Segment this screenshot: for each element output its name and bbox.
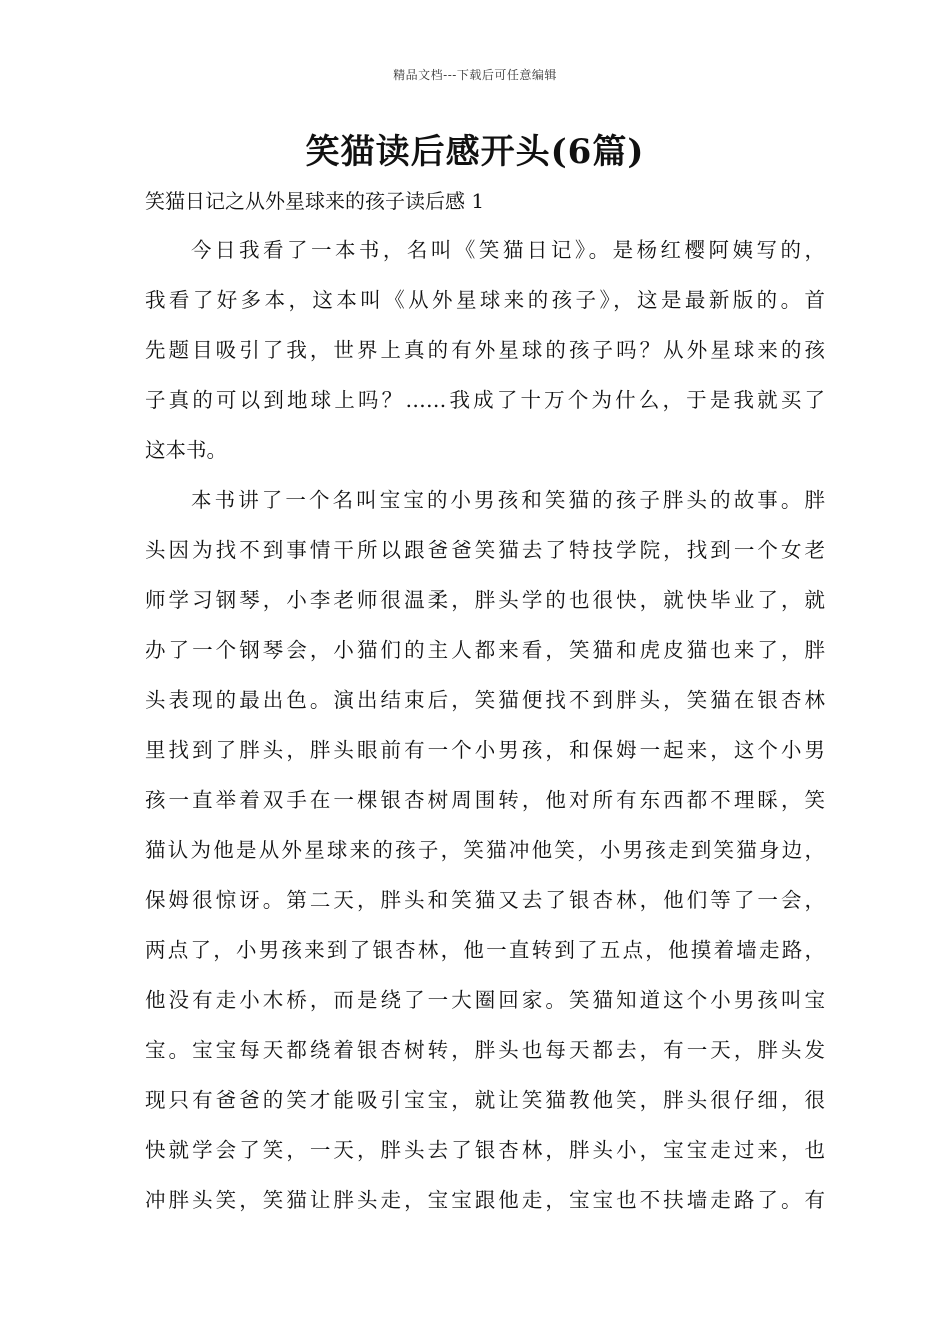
paragraph-line: 孩一直举着双手在一棵银杏树周围转，他对所有东西都不理睬，笑 — [145, 788, 825, 812]
paragraph-line: 快就学会了笑，一天，胖头去了银杏林，胖头小，宝宝走过来，也 — [145, 1138, 825, 1162]
paragraph-line: 本书讲了一个名叫宝宝的小男孩和笑猫的孩子胖头的故事。胖 — [191, 488, 825, 512]
paragraph-line: 保姆很惊讶。第二天，胖头和笑猫又去了银杏林，他们等了一会， — [145, 888, 825, 912]
page-title: 笑猫读后感开头(6篇) — [305, 132, 645, 172]
paragraph-line: 子真的可以到地球上吗？……我成了十万个为什么，于是我就买了 — [145, 388, 825, 412]
paragraph-line: 今日我看了一本书，名叫《笑猫日记》。是杨红樱阿姨写的， — [191, 238, 825, 262]
header-note: 精品文档---下载后可任意编辑 — [393, 68, 557, 82]
paragraph-line: 办了一个钢琴会，小猫们的主人都来看，笑猫和虎皮猫也来了，胖 — [145, 638, 825, 662]
paragraph-line: 先题目吸引了我，世界上真的有外星球的孩子吗？从外星球来的孩 — [145, 338, 825, 362]
paragraph-line: 现只有爸爸的笑才能吸引宝宝，就让笑猫教他笑，胖头很仔细，很 — [145, 1088, 825, 1112]
paragraph-1 — [145, 230, 825, 480]
paragraph-line: 我看了好多本，这本叫《从外星球来的孩子》，这是最新版的。首 — [145, 288, 825, 312]
paragraph-line: 两点了，小男孩来到了银杏林，他一直转到了五点，他摸着墙走路， — [145, 938, 825, 962]
paragraph-2 — [145, 480, 825, 1230]
paragraph-line: 宝。宝宝每天都绕着银杏树转，胖头也每天都去，有一天，胖头发 — [145, 1038, 825, 1062]
paragraph-line: 里找到了胖头，胖头眼前有一个小男孩，和保姆一起来，这个小男 — [145, 738, 825, 762]
paragraph-line: 头表现的最出色。演出结束后，笑猫便找不到胖头，笑猫在银杏林 — [145, 688, 825, 712]
paragraph-line: 他没有走小木桥，而是绕了一大圈回家。笑猫知道这个小男孩叫宝 — [145, 988, 825, 1012]
paragraph-line: 猫认为他是从外星球来的孩子，笑猫冲他笑，小男孩走到笑猫身边， — [145, 838, 825, 862]
paragraph-line: 冲胖头笑，笑猫让胖头走，宝宝跟他走，宝宝也不扶墙走路了。有 — [145, 1188, 825, 1212]
document-body — [145, 230, 825, 1230]
paragraph-line: 这本书。 — [145, 438, 227, 462]
paragraph-line: 头因为找不到事情干所以跟爸爸笑猫去了特技学院，找到一个女老 — [145, 538, 825, 562]
paragraph-line: 师学习钢琴，小李老师很温柔，胖头学的也很快，就快毕业了，就 — [145, 588, 825, 612]
section-subtitle: 笑猫日记之从外星球来的孩子读后感 1 — [145, 189, 485, 213]
